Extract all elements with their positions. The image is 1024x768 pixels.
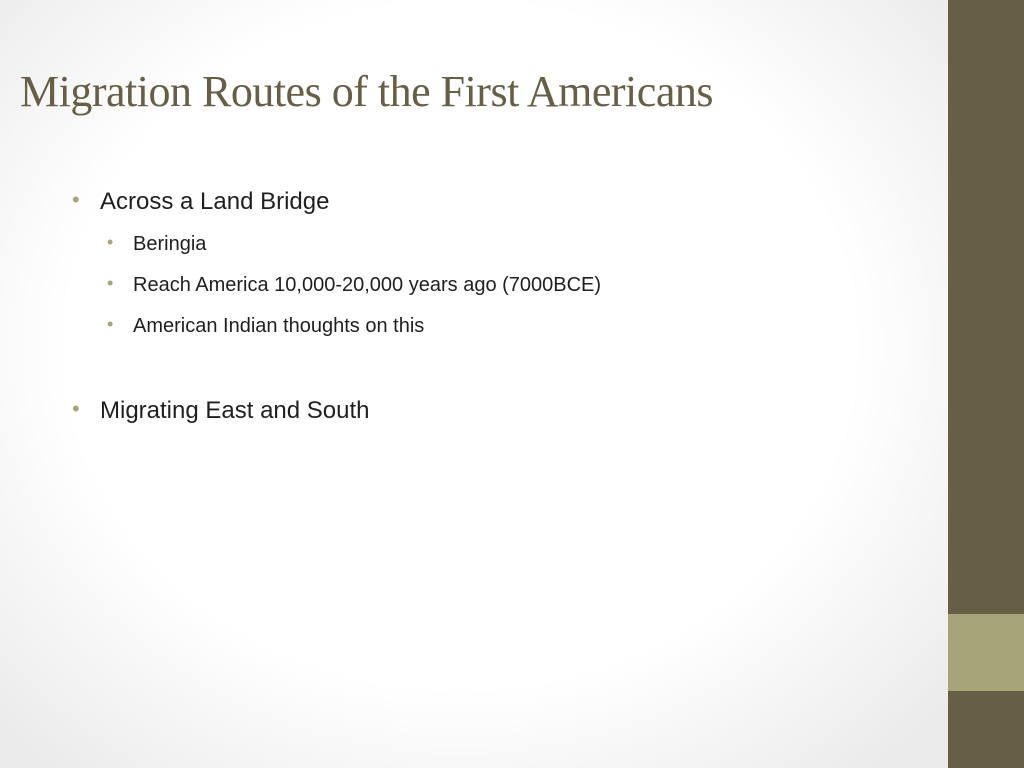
bullet-icon: •: [107, 273, 114, 293]
sub-bullet-item-beringia: [107, 232, 207, 256]
side-decoration-accent: [948, 614, 1024, 691]
bullet-text: American Indian thoughts on this: [133, 315, 425, 337]
bullet-icon: •: [72, 396, 80, 421]
bullet-icon: •: [72, 187, 80, 212]
bullet-icon: •: [107, 232, 114, 252]
bullet-icon: •: [107, 314, 114, 334]
bullet-text: Beringia: [133, 233, 207, 255]
bullet-item-migrating-east-south: [72, 396, 370, 425]
slide-title: Migration Routes of the First Americans: [20, 67, 713, 116]
bullet-item-across-land-bridge: [72, 187, 330, 216]
bullet-text: Reach America 10,000-20,000 years ago (7000BCE): [133, 274, 602, 296]
bullet-text: Migrating East and South: [100, 397, 370, 424]
bullet-text: Across a Land Bridge: [100, 188, 330, 215]
sub-bullet-item-reach-america: [107, 273, 602, 297]
sub-bullet-item-american-indian-thoughts: [107, 314, 425, 338]
